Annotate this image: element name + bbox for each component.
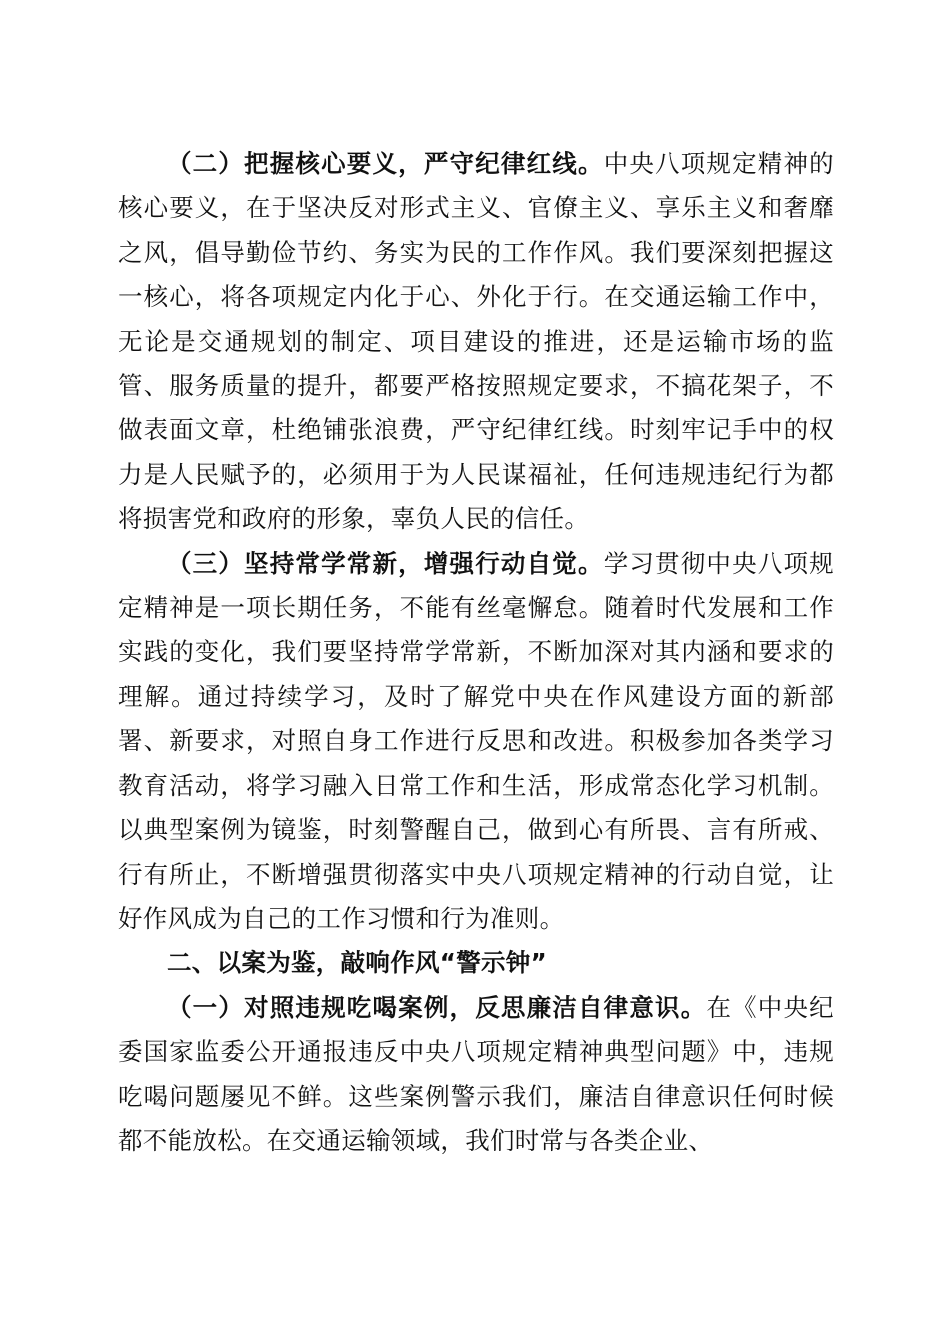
paragraph-two-lead: （二）把握核心要义，严守纪律红线。 (167, 149, 604, 178)
paragraph-section-two-one-body: 在《中央纪委国家监委公开通报违反中央八项规定精神典型问题》中，违规吃喝问题屡见不鲜。这些案例警示我们，廉洁自律意识任何时候都不能放松。在交通运输领域，我们时常与各类企业、 (118, 992, 834, 1155)
document-page (118, 142, 834, 1163)
paragraph-three-lead: （三）坚持常学常新，增强行动自觉。 (167, 548, 604, 578)
paragraph-section-two-one-lead: （一）对照违规吃喝案例，反思廉洁自律意识。 (167, 992, 707, 1022)
paragraph-three-body: 学习贯彻中央八项规定精神是一项长期任务，不能有丝毫懈怠。随着时代发展和工作实践的变化，我们要坚持常学常新，不断加深对其内涵和要求的理解。通过持续学习，及时了解党中央在作风建设方面的新部署、新要求，对照自身工作进行反思和改进。积极参加各类学习教育活动，将学习融入日常工作和生活，形成常态化学习机制。以典型案例为镜鉴，时刻警醒自己，做到心有所畏、言有所戒、行有所止，不断增强贯彻落实中央八项规定精神的行动自觉，让好作风成为自己的工作习惯和行为准则。 (118, 548, 834, 933)
section-heading: 二、以案为鉴，敲响作风“警示钟” (167, 948, 548, 978)
paragraph-three (118, 542, 834, 942)
paragraph-two (118, 142, 834, 542)
paragraph-section-two-one (118, 986, 834, 1164)
paragraph-two-body: 中央八项规定精神的核心要义，在于坚决反对形式主义、官僚主义、享乐主义和奢靡之风，倡导勤俭节约、务实为民的工作作风。我们要深刻把握这一核心，将各项规定内化于心、外化于行。在交通运输工作中，无论是交通规划的制定、项目建设的推进，还是运输市场的监管、服务质量的提升，都要严格按照规定要求，不搞花架子，不做表面文章，杜绝铺张浪费，严守纪律红线。时刻牢记手中的权力是人民赋予的，必须用于为人民谋福祉，任何违规违纪行为都将损害党和政府的形象，辜负人民的信任。 (118, 149, 834, 534)
